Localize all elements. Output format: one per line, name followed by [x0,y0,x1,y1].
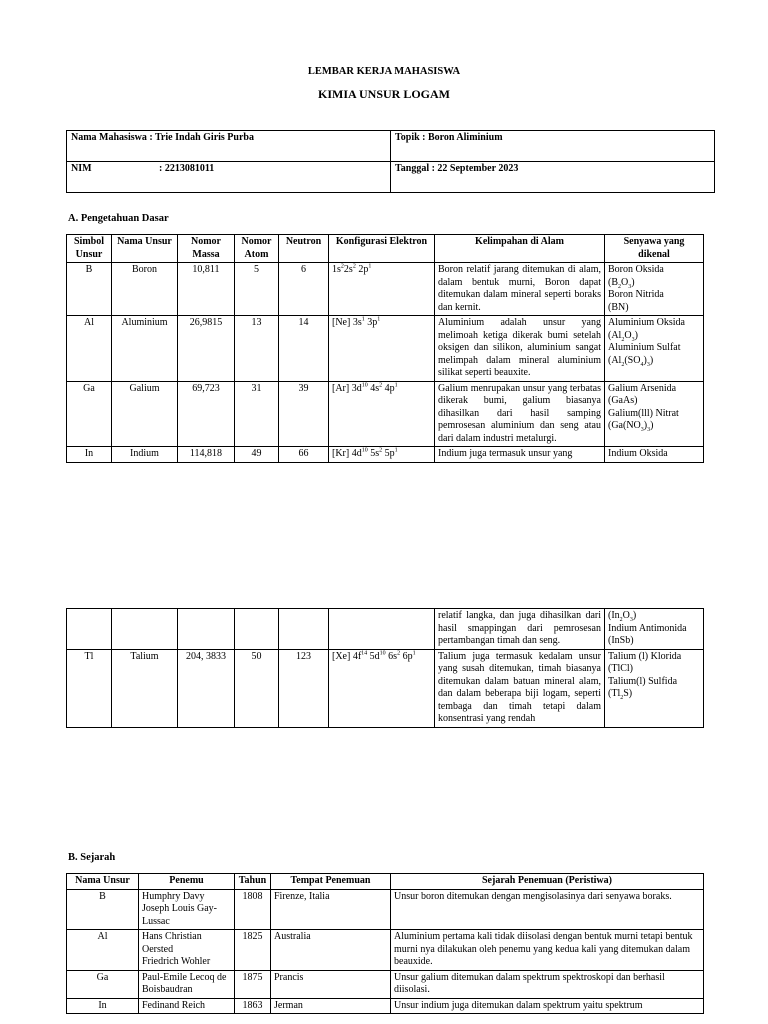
header-nama: Nama Unsur [112,235,178,263]
page-subtitle: KIMIA UNSUR LOGAM [317,87,450,101]
header-simbol: Simbol Unsur [67,235,112,263]
cell-nama: Aluminium [112,316,178,382]
cell-penemu: Fedinand Reich [139,998,235,1014]
header-neutron: Neutron [279,235,329,263]
cell-massa: 204, 3833 [178,649,235,727]
table-row [67,609,704,650]
cell-simbol: In [67,447,112,463]
cell-kelimpahan: Aluminium adalah unsur yang melimoah ketiga dikerak bumi setelah oksigen dan silikon, aluminium sangat melimpah dalam mineral aluminium silikat seperti beauxite. [435,316,605,382]
cell-simbol: Tl [67,649,112,727]
cell-neutron: 123 [279,649,329,727]
cell-atom: 49 [235,447,279,463]
table-row [67,970,704,998]
cell-tahun: 1863 [235,998,271,1014]
cell-simbol: Ga [67,381,112,447]
cell-atom: 5 [235,263,279,316]
cell-senyawa: Talium (l) Klorida (TlCl) Talium(l) Sulfida $(Tl_2S)$ [605,649,704,727]
cell-sejarah: Unsur boron ditemukan dengan mengisolasinya dari senyawa boraks. [391,889,704,930]
table-header-row [67,874,704,890]
history-table [66,873,704,1014]
table-row [67,930,704,971]
cell-nama-unsur: In [67,998,139,1014]
cell-penemu: Paul-Emile Lecoq de Boisbaudran [139,970,235,998]
cell-config: [Ne] $3s^1$ $3p^1$ [329,316,435,382]
nim-label: NIM [71,163,92,174]
cell-neutron: 14 [279,316,329,382]
nim-value: : 2213081011 [159,163,215,174]
cell-simbol: Al [67,316,112,382]
student-name: Nama Mahasiswa : Trie Indah Giris Purba [67,131,391,162]
cell-tempat: Jerman [271,998,391,1014]
topic: Topik : Boron Aliminium [391,131,715,162]
cell-tahun: 1875 [235,970,271,998]
cell-massa: 69,723 [178,381,235,447]
cell-tempat: Australia [271,930,391,971]
cell-kelimpahan: Talium juga termasuk kedalam unsur yang susah ditemukan, timah biasanya ditemukan dalam batuan mineral alam, dan dalam beberapa biji logam, seperti tembaga dan timah tetapi dalam konsentrasi yang rendah [435,649,605,727]
cell-senyawa: Boron Oksida $(B_2O_3)$ Boron Nitrida (BN) [605,263,704,316]
cell-config: [Kr] $4d^{10}$ $5s^2$ $5p^1$ [329,447,435,463]
cell-senyawa: Indium Oksida [605,447,704,463]
header-konfigurasi: Konfigurasi Elektron [329,235,435,263]
table-header-row [67,235,704,263]
cell-sejarah: Aluminium pertama kali tidak diisolasi dengan bentuk murni tetapi bentuk murni nya dilakukan oleh penemu yang kedua kali yang ditemukan dalam beauxide. [391,930,704,971]
cell-config: [Xe] $4f^{14}$ $5d^{10}$ $6s^2$ $6p^1$ [329,649,435,727]
section-a-title: A. Pengetahuan Dasar [68,213,169,224]
cell-atom: 31 [235,381,279,447]
cell-nama-unsur: Al [67,930,139,971]
table-row [67,889,704,930]
cell-tempat: Prancis [271,970,391,998]
header-nama-unsur: Nama Unsur [67,874,139,890]
header-atom: Nomor Atom [235,235,279,263]
cell-massa: 26,9815 [178,316,235,382]
cell-atom: 13 [235,316,279,382]
cell-kelimpahan: Galium menrupakan unsur yang terbatas dikerak bumi, galium biasanya dihasilkan dari hasil samping pemrosesan aluminium dan seng atau dari dalam industri metalurgi. [435,381,605,447]
element-table [66,234,704,463]
cell-config: $1s^22s^2$ $2p^1$ [329,263,435,316]
cell-nama: Talium [112,649,178,727]
table-row [67,381,704,447]
cell-senyawa: $(In_2O_3)$ Indium Antimonida (InSb) [605,609,704,650]
table-row [67,998,704,1014]
header-massa: Nomor Massa [178,235,235,263]
cell-massa: 114,818 [178,447,235,463]
header-senyawa: Senyawa yang dikenal [605,235,704,263]
cell-tempat: Firenze, Italia [271,889,391,930]
header-kelimpahan: Kelimpahan di Alam [435,235,605,263]
cell-nama-unsur: B [67,889,139,930]
cell-tahun: 1825 [235,930,271,971]
cell-tahun: 1808 [235,889,271,930]
section-b-title: B. Sejarah [68,852,116,863]
student-info-table [66,130,715,193]
header-tahun: Tahun [235,874,271,890]
cell-penemu: Hans Christian Oersted Friedrich Wohler [139,930,235,971]
nim-cell [67,162,391,193]
cell-nama: Galium [112,381,178,447]
table-row [67,316,704,382]
element-table-continued [66,608,704,728]
cell-senyawa: Aluminium Oksida $(Al_2O_3)$ Aluminium Sulfat $(Al_2(SO_4)_3)$ [605,316,704,382]
cell-sejarah: Unsur galium ditemukan dalam spektrum spektroskopi dan berhasil diisolasi. [391,970,704,998]
cell-sejarah: Unsur indium juga ditemukan dalam spektrum yaitu spektrum [391,998,704,1014]
cell-nama: Indium [112,447,178,463]
cell-nama-unsur: Ga [67,970,139,998]
table-row [67,447,704,463]
cell-simbol: B [67,263,112,316]
page-title: LEMBAR KERJA MAHASISWA [307,66,461,77]
cell-neutron: 66 [279,447,329,463]
cell-kelimpahan: Boron relatif jarang ditemukan di alam, dalam bentuk murni, Boron dapat ditemukan dalam mineral seperti boraks dan kernit. [435,263,605,316]
cell-senyawa: Galium Arsenida (GaAs) Galium(lll) Nitrat $(Ga(NO_3)_3)$ [605,381,704,447]
cell-kelimpahan: Indium juga termasuk unsur yang [435,447,605,463]
cell-neutron: 39 [279,381,329,447]
cell-config: [Ar] $3d^{10}$ $4s^2$ $4p^1$ [329,381,435,447]
cell-neutron: 6 [279,263,329,316]
date: Tanggal : 22 September 2023 [391,162,715,193]
cell-atom: 50 [235,649,279,727]
header-penemu: Penemu [139,874,235,890]
header-tempat: Tempat Penemuan [271,874,391,890]
cell-penemu: Humphry Davy Joseph Louis Gay-Lussac [139,889,235,930]
cell-kelimpahan: relatif langka, dan juga dihasilkan dari hasil smappingan dari pemrosesan pertambangan timah dan seng. [435,609,605,650]
table-row [67,649,704,727]
cell-nama: Boron [112,263,178,316]
header-sejarah: Sejarah Penemuan (Peristiwa) [391,874,704,890]
table-row [67,263,704,316]
cell-massa: 10,811 [178,263,235,316]
